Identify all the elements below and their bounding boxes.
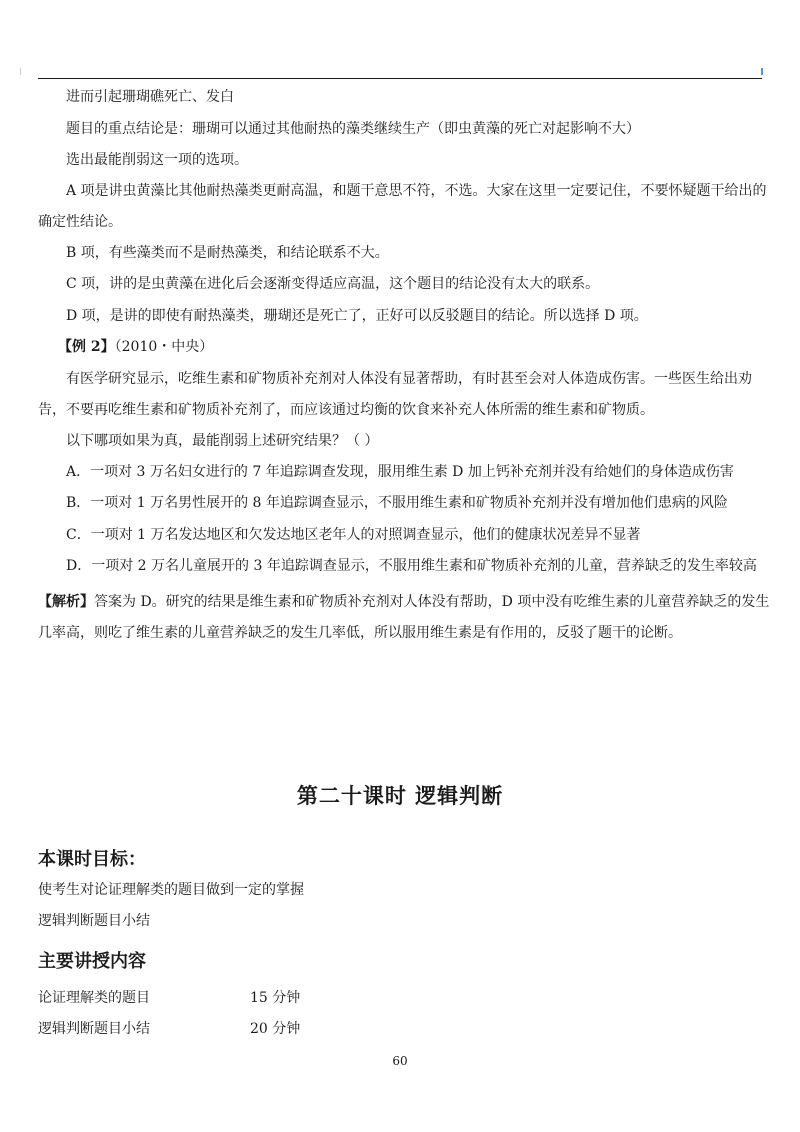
goals-heading: 本课时目标： (38, 849, 146, 870)
option-b: B．一项对 1 万名男性展开的 8 年追踪调查显示，不服用维生素和矿物质补充剂并没有增加他们患病的风险 (66, 495, 728, 511)
page-number: 60 (392, 1054, 408, 1068)
paragraph-line: D 项，是讲的即使有耐热藻类，珊瑚还是死亡了，正好可以反驳题目的结论。所以选择 D 项。 (66, 308, 648, 324)
option-c: C．一项对 1 万名发达地区和欠发达地区老年人的对照调查显示，他们的健康状况差异不显著 (66, 527, 641, 543)
paragraph-line: 题目的重点结论是：珊瑚可以通过其他耐热的藻类继续生产（即虫黄藻的死亡对起影响不大） (66, 121, 640, 137)
paragraph-line: C 项，讲的是虫黄藻在进化后会逐渐变得适应高温，这个题目的结论没有太大的联系。 (66, 276, 600, 292)
content-item-label: 论证理解类的题目 (38, 990, 150, 1006)
paragraph-line: 确定性结论。 (38, 214, 122, 230)
corner-mark-left (20, 68, 21, 75)
example-header (58, 338, 213, 356)
paragraph-line: A 项是讲虫黄藻比其他耐热藻类更耐高温，和题干意思不符，不选。大家在这里一定要记住，不要怀疑题干给出的 (66, 183, 767, 199)
corner-mark-right (761, 68, 763, 75)
content-heading: 主要讲授内容 (38, 951, 146, 972)
analysis-line: 几率高，则吃了维生素的儿童营养缺乏的发生几率低，所以服用维生素是有作用的，反驳了题干的论断。 (38, 625, 682, 641)
content-item-time: 20 分钟 (250, 1021, 301, 1037)
header-rule (38, 78, 762, 79)
goal-item: 逻辑判断题目小结 (38, 913, 150, 929)
example-stem-line: 有医学研究显示，吃维生素和矿物质补充剂对人体没有显著帮助，有时甚至会对人体造成伤害。一些医生给出劝 (66, 371, 752, 387)
option-d: D．一项对 2 万名儿童展开的 3 年追踪调查显示，不服用维生素和矿物质补充剂的儿童，营养缺乏的发生率较高 (66, 558, 757, 574)
content-item-time: 15 分钟 (250, 990, 301, 1006)
paragraph-line: B 项，有些藻类而不是耐热藻类，和结论联系不大。 (66, 245, 389, 261)
paragraph-line: 选出最能削弱这一项的选项。 (66, 152, 248, 168)
paragraph-line: 进而引起珊瑚礁死亡、发白 (66, 89, 234, 105)
analysis-label: 【解析】 (38, 594, 94, 610)
example-stem-line: 告，不要再吃维生素和矿物质补充剂了，而应该通过均衡的饮食来补充人体所需的维生素和矿物质。 (38, 402, 654, 418)
analysis-line (38, 593, 769, 611)
example-question: 以下哪项如果为真，最能削弱上述研究结果？（ ） (66, 433, 379, 449)
content-item-label: 逻辑判断题目小结 (38, 1021, 150, 1037)
option-a: A．一项对 3 万名妇女进行的 7 年追踪调查发现，服用维生素 D 加上钙补充剂并没有给她们的身体造成伤害 (66, 464, 734, 480)
analysis-text: 答案为 D。研究的结果是维生素和矿物质补充剂对人体没有帮助，D 项中没有吃维生素的儿童营养缺乏的发生 (94, 594, 770, 610)
example-label: 【例 2】 (58, 339, 115, 355)
goal-item: 使考生对论证理解类的题目做到一定的掌握 (38, 882, 304, 898)
lesson-title: 第二十课时 逻辑判断 (296, 784, 504, 808)
example-source: （2010・中央） (114, 339, 214, 355)
